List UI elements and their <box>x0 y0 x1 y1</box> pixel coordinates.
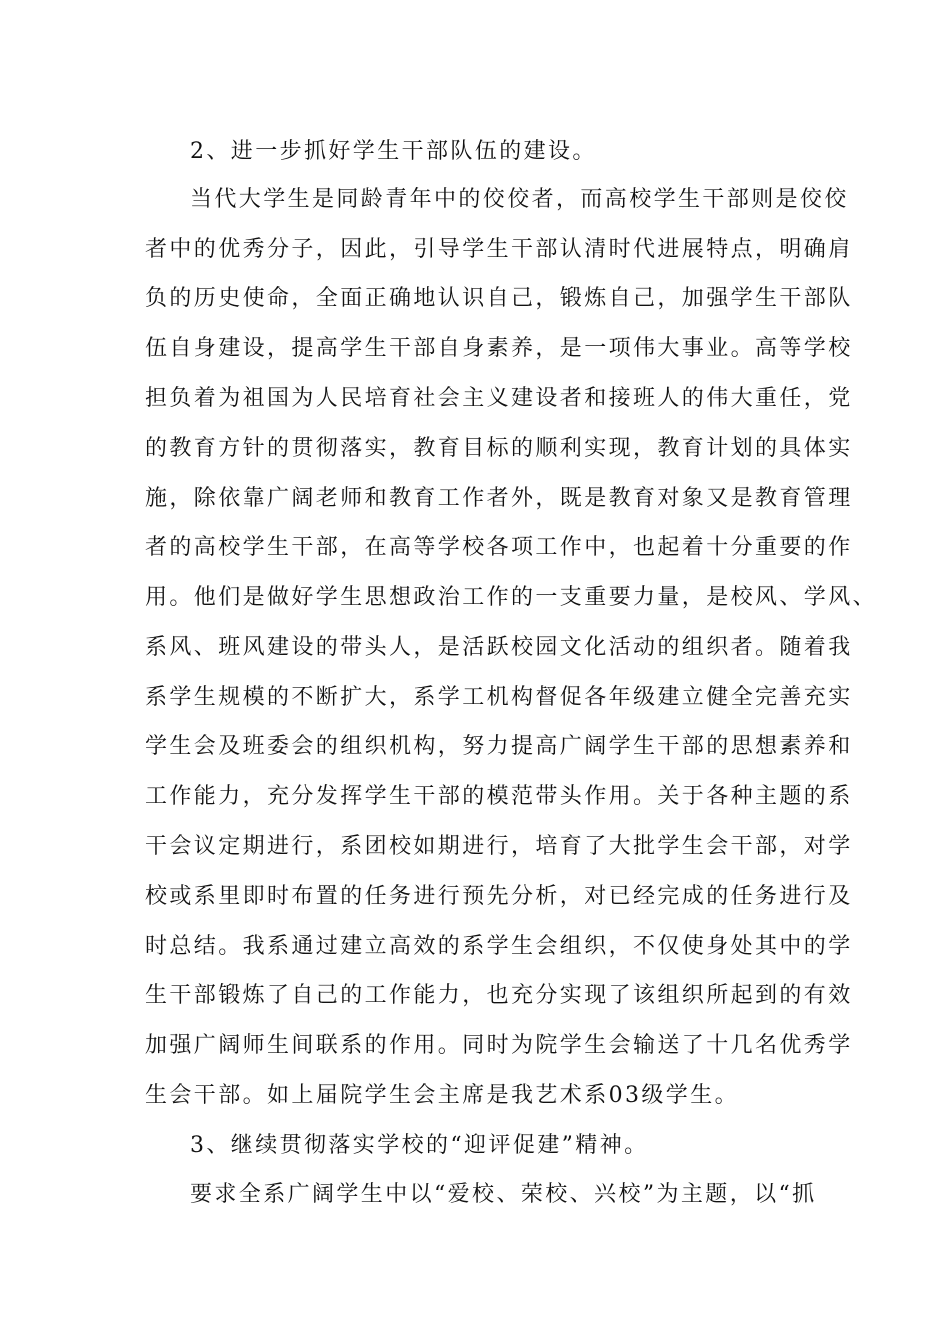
paragraph-line: 工作能力，充分发挥学生干部的模范带头作用。关于各种主题的系 <box>145 784 853 809</box>
paragraph-line: 者的高校学生干部，在高等学校各项工作中，也起着十分重要的作 <box>145 535 853 560</box>
paragraph-line: 用。他们是做好学生思想政治工作的一支重要力量，是校风、学风、 <box>145 585 878 610</box>
section-heading-3: 3、继续贯彻落实学校的“迎评促建”精神。 <box>190 1133 649 1158</box>
paragraph-line: 者中的优秀分子，因此，引导学生干部认清时代进展特点，明确肩 <box>145 237 853 262</box>
paragraph-line: 学生会及班委会的组织机构，努力提高广阔学生干部的思想素养和 <box>145 734 853 759</box>
paragraph-line: 加强广阔师生间联系的作用。同时为院学生会输送了十几名优秀学 <box>145 1033 853 1058</box>
paragraph-line: 干会议定期进行，系团校如期进行，培育了大批学生会干部，对学 <box>145 834 853 859</box>
paragraph-line: 时总结。我系通过建立高效的系学生会组织，不仅使身处其中的学 <box>145 934 853 959</box>
paragraph-line: 负的历史使命，全面正确地认识自己，锻炼自己，加强学生干部队 <box>145 286 853 311</box>
paragraph-line: 生干部锻炼了自己的工作能力，也充分实现了该组织所起到的有效 <box>145 983 853 1008</box>
paragraph-line: 校或系里即时布置的任务进行预先分析，对已经完成的任务进行及 <box>145 884 853 909</box>
paragraph-line: 生会干部。如上届院学生会主席是我艺术系03级学生。 <box>145 1083 739 1108</box>
paragraph-line: 担负着为祖国为人民培育社会主义建设者和接班人的伟大重任，党 <box>145 386 853 411</box>
section-heading-2: 2、进一步抓好学生干部队伍的建设。 <box>190 139 597 164</box>
paragraph-line: 当代大学生是同龄青年中的佼佼者，而高校学生干部则是佼佼 <box>190 187 849 212</box>
paragraph-line: 系学生规模的不断扩大，系学工机构督促各年级建立健全完善充实 <box>145 685 853 710</box>
paragraph-line: 要求全系广阔学生中以“爱校、荣校、兴校”为主题，以“抓 <box>190 1182 817 1207</box>
paragraph-line: 的教育方针的贯彻落实，教育目标的顺利实现，教育计划的具体实 <box>145 436 853 461</box>
paragraph-line: 伍自身建设，提高学生干部自身素养，是一项伟大事业。高等学校 <box>145 336 853 361</box>
paragraph-line: 施，除依靠广阔老师和教育工作者外，既是教育对象又是教育管理 <box>145 486 853 511</box>
paragraph-line: 系风、班风建设的带头人，是活跃校园文化活动的组织者。随着我 <box>145 635 853 660</box>
